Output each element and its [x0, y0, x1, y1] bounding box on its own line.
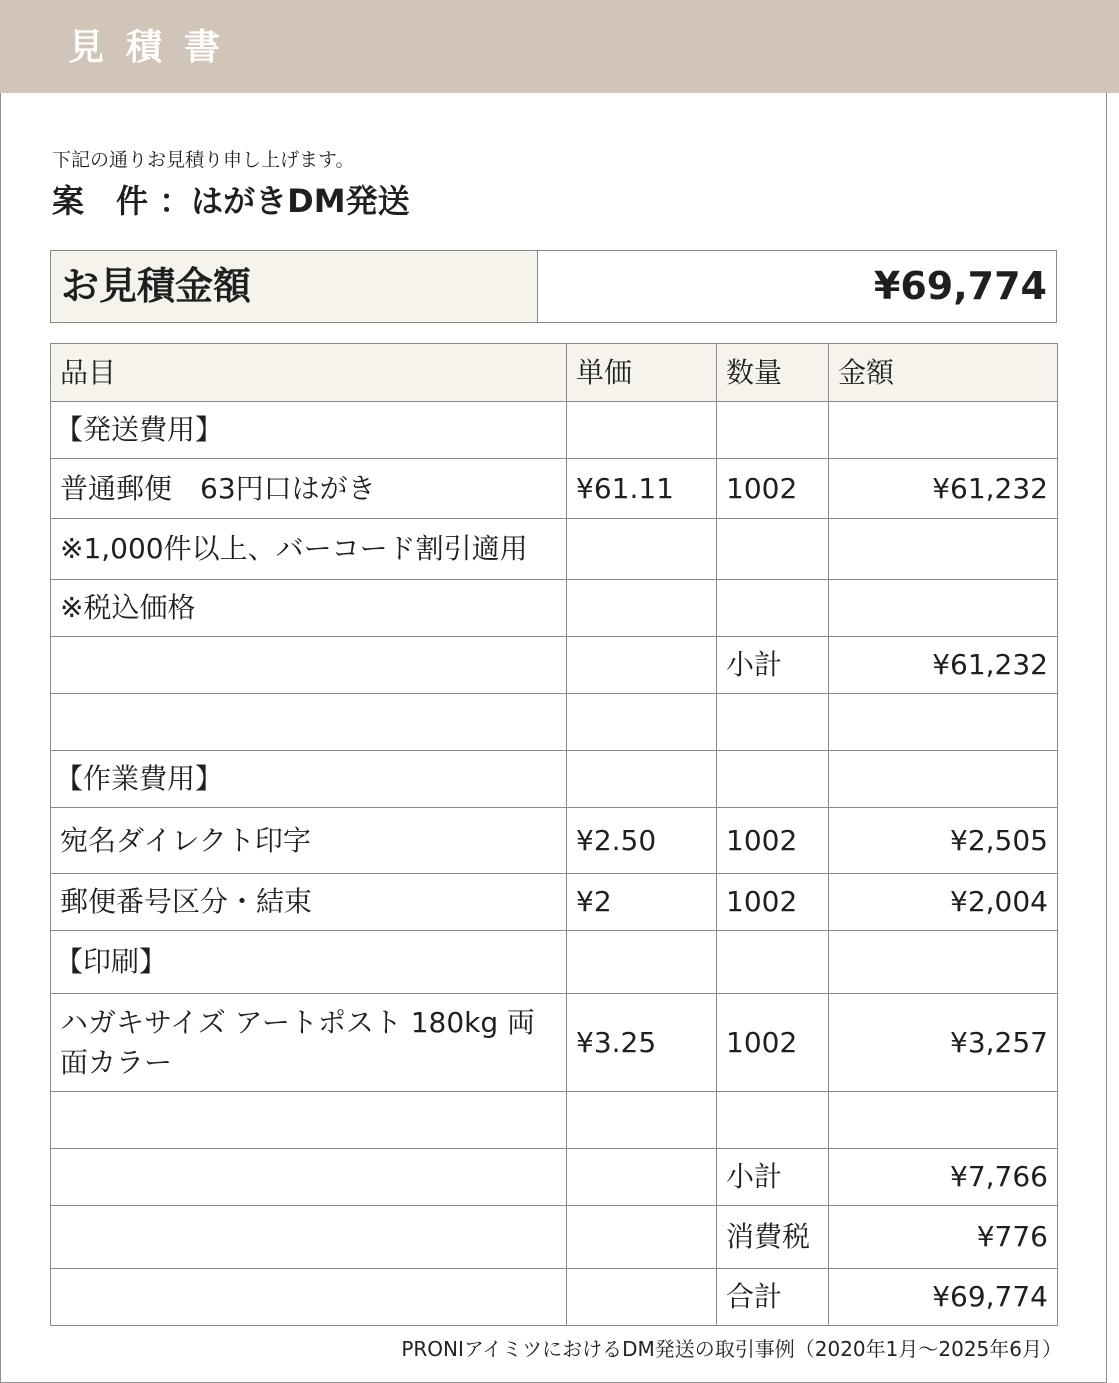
table-row	[51, 874, 1058, 931]
row-amount-cell: ¥61,232	[829, 637, 1058, 694]
table-row	[51, 931, 1058, 994]
document-title: 見積書	[68, 27, 243, 68]
row-item-cell: ハガキサイズ アートポスト 180kg 両面カラー	[51, 994, 567, 1092]
row-unit-price-cell	[567, 1269, 717, 1326]
row-unit-price-cell: ¥2	[567, 874, 717, 931]
row-item-cell: ※1,000件以上、バーコード割引適用	[51, 519, 567, 580]
table-row	[51, 637, 1058, 694]
table-row	[51, 751, 1058, 808]
row-amount-cell	[829, 519, 1058, 580]
table-row	[51, 1206, 1058, 1269]
row-item-cell: 普通郵便 63円口はがき	[51, 459, 567, 519]
row-unit-price-cell: ¥2.50	[567, 808, 717, 874]
row-amount-cell: ¥7,766	[829, 1149, 1058, 1206]
row-unit-price-cell	[567, 637, 717, 694]
row-quantity-cell	[717, 519, 829, 580]
row-amount-cell	[829, 751, 1058, 808]
row-item-cell: 【発送費用】	[51, 402, 567, 459]
row-quantity-cell: 小計	[717, 637, 829, 694]
table-row	[51, 1269, 1058, 1326]
line-items-table	[50, 343, 1058, 1326]
row-quantity-cell: 小計	[717, 1149, 829, 1206]
table-row	[51, 1149, 1058, 1206]
row-quantity-cell: 1002	[717, 459, 829, 519]
row-item-cell: 【作業費用】	[51, 751, 567, 808]
row-unit-price-cell	[567, 1206, 717, 1269]
row-quantity-cell: 消費税	[717, 1206, 829, 1269]
table-header-row	[51, 344, 1058, 402]
table-row	[51, 580, 1058, 637]
row-unit-price-cell	[567, 751, 717, 808]
row-amount-cell: ¥2,004	[829, 874, 1058, 931]
row-quantity-cell	[717, 1092, 829, 1149]
subject-line	[52, 180, 410, 222]
row-quantity-cell: 1002	[717, 874, 829, 931]
row-amount-cell	[829, 580, 1058, 637]
row-item-cell	[51, 1092, 567, 1149]
table-row	[51, 402, 1058, 459]
subject-value: はがきDM発送	[191, 182, 410, 220]
row-unit-price-cell	[567, 519, 717, 580]
table-row	[51, 519, 1058, 580]
row-amount-cell: ¥3,257	[829, 994, 1058, 1092]
estimate-total-value: ¥69,774	[873, 264, 1047, 308]
row-unit-price-cell	[567, 580, 717, 637]
row-amount-cell: ¥776	[829, 1206, 1058, 1269]
row-item-cell	[51, 1269, 567, 1326]
row-item-cell	[51, 637, 567, 694]
row-amount-cell: ¥61,232	[829, 459, 1058, 519]
table-row	[51, 994, 1058, 1092]
row-quantity-cell: 1002	[717, 994, 829, 1092]
row-amount-cell: ¥69,774	[829, 1269, 1058, 1326]
row-item-cell	[51, 1149, 567, 1206]
row-item-cell	[51, 1206, 567, 1269]
row-amount-cell	[829, 1092, 1058, 1149]
row-quantity-cell	[717, 931, 829, 994]
row-amount-cell	[829, 931, 1058, 994]
row-quantity-cell	[717, 751, 829, 808]
row-quantity-cell	[717, 580, 829, 637]
row-amount-cell	[829, 694, 1058, 751]
header-unit-price: 単価	[567, 344, 717, 402]
row-item-cell: 郵便番号区分・結束	[51, 874, 567, 931]
row-unit-price-cell	[567, 694, 717, 751]
subject-separator: ：	[159, 182, 192, 220]
row-amount-cell	[829, 402, 1058, 459]
row-unit-price-cell: ¥61.11	[567, 459, 717, 519]
estimate-total-label: お見積金額	[51, 251, 538, 322]
estimate-total-box	[50, 250, 1057, 323]
row-unit-price-cell	[567, 402, 717, 459]
row-item-cell: 宛名ダイレクト印字	[51, 808, 567, 874]
row-quantity-cell	[717, 694, 829, 751]
row-quantity-cell	[717, 402, 829, 459]
table-row	[51, 808, 1058, 874]
row-quantity-cell: 合計	[717, 1269, 829, 1326]
row-unit-price-cell: ¥3.25	[567, 994, 717, 1092]
header-amount: 金額	[829, 344, 1058, 402]
header-quantity: 数量	[717, 344, 829, 402]
row-unit-price-cell	[567, 1149, 717, 1206]
row-item-cell: ※税込価格	[51, 580, 567, 637]
footer-note: PRONIアイミツにおけるDM発送の取引事例（2020年1月～2025年6月）	[401, 1337, 1062, 1361]
table-row	[51, 694, 1058, 751]
intro-text: 下記の通りお見積り申し上げます。	[52, 149, 355, 171]
table-row	[51, 459, 1058, 519]
row-amount-cell: ¥2,505	[829, 808, 1058, 874]
header-item: 品目	[51, 344, 567, 402]
row-item-cell: 【印刷】	[51, 931, 567, 994]
row-item-cell	[51, 694, 567, 751]
row-unit-price-cell	[567, 1092, 717, 1149]
subject-label: 案 件	[52, 182, 149, 220]
row-unit-price-cell	[567, 931, 717, 994]
row-quantity-cell: 1002	[717, 808, 829, 874]
header-bar	[0, 0, 1119, 93]
table-row	[51, 1092, 1058, 1149]
